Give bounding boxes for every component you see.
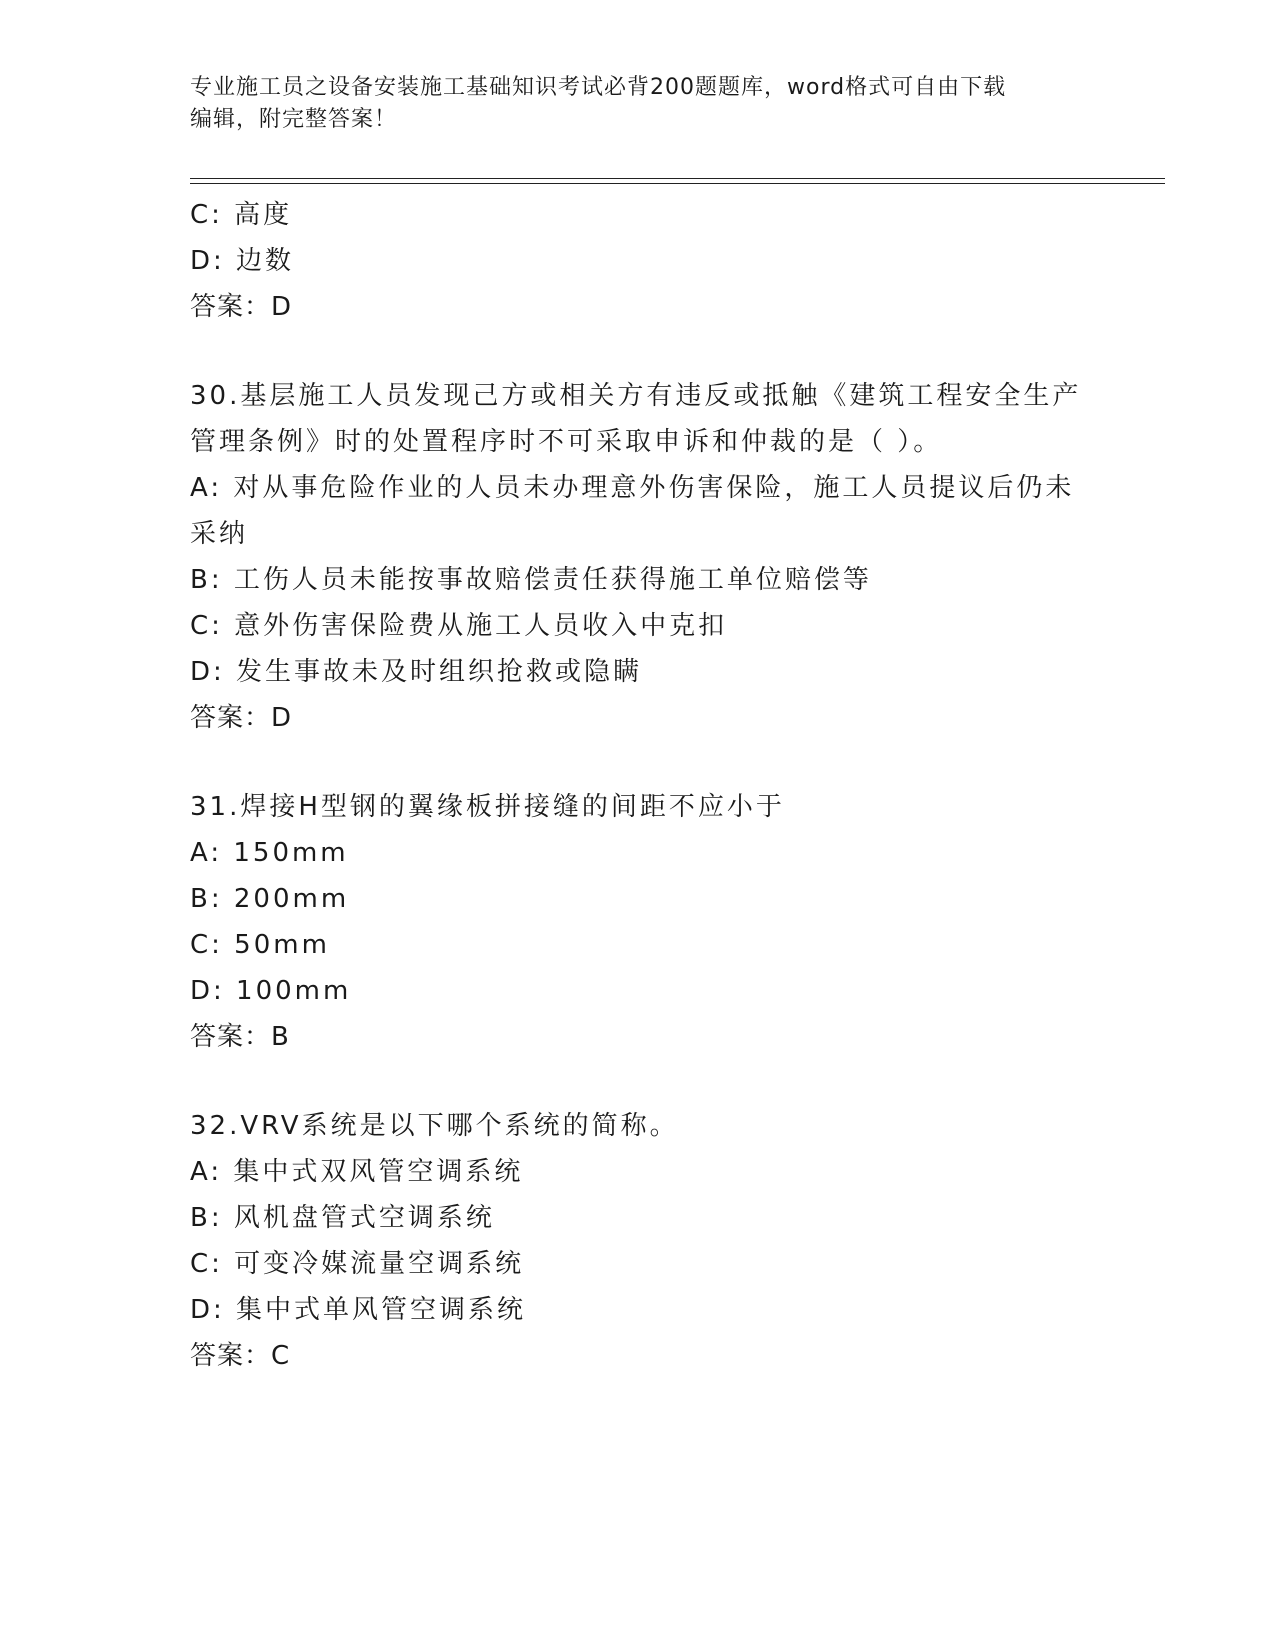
option-c: C: 可变冷媒流量空调系统 (190, 1249, 525, 1279)
option-a: A: 150mm (190, 838, 349, 868)
question-list (190, 192, 1090, 1379)
answer: 答案：D (190, 292, 293, 322)
question-text: 31.焊接H型钢的翼缘板拼接缝的间距不应小于 (190, 792, 785, 822)
option-a-line-2: 采纳 (190, 519, 249, 549)
option-d: D: 100mm (190, 976, 352, 1006)
question-30 (190, 373, 1090, 741)
option-b: B: 风机盘管式空调系统 (190, 1203, 495, 1233)
answer: 答案：C (190, 1341, 291, 1371)
option-d: D: 发生事故未及时组织抢救或隐瞒 (190, 657, 643, 687)
option-b: B: 工伤人员未能按事故赔偿责任获得施工单位赔偿等 (190, 565, 872, 595)
option-c: C: 高度 (190, 200, 293, 230)
document-header (190, 72, 1090, 136)
answer: 答案：B (190, 1022, 290, 1052)
option-c: C: 意外伤害保险费从施工人员收入中克扣 (190, 611, 728, 641)
header-divider-bottom (190, 183, 1165, 184)
header-divider-top (190, 178, 1165, 179)
question-text-line-1: 30.基层施工人员发现己方或相关方有违反或抵触《建筑工程安全生产 (190, 381, 1082, 411)
question-29-tail (190, 192, 1090, 330)
answer: 答案：D (190, 703, 293, 733)
option-d: D: 集中式单风管空调系统 (190, 1295, 527, 1325)
question-spacer (190, 1060, 1090, 1103)
option-b: B: 200mm (190, 884, 350, 914)
question-spacer (190, 741, 1090, 784)
header-line-2: 编辑，附完整答案！ (190, 107, 398, 132)
header-line-1: 专业施工员之设备安装施工基础知识考试必背200题题库，word格式可自由下载 (190, 75, 1007, 100)
option-a-line-1: A: 对从事危险作业的人员未办理意外伤害保险，施工人员提议后仍未 (190, 473, 1075, 503)
question-32 (190, 1103, 1090, 1379)
option-a: A: 集中式双风管空调系统 (190, 1157, 524, 1187)
question-text: 32.VRV系统是以下哪个系统的简称。 (190, 1111, 679, 1141)
question-text-line-2: 管理条例》时的处置程序时不可采取申诉和仲裁的是（ ）。 (190, 427, 943, 457)
option-d: D: 边数 (190, 246, 295, 276)
question-31 (190, 784, 1090, 1060)
question-spacer (190, 330, 1090, 373)
option-c: C: 50mm (190, 930, 330, 960)
